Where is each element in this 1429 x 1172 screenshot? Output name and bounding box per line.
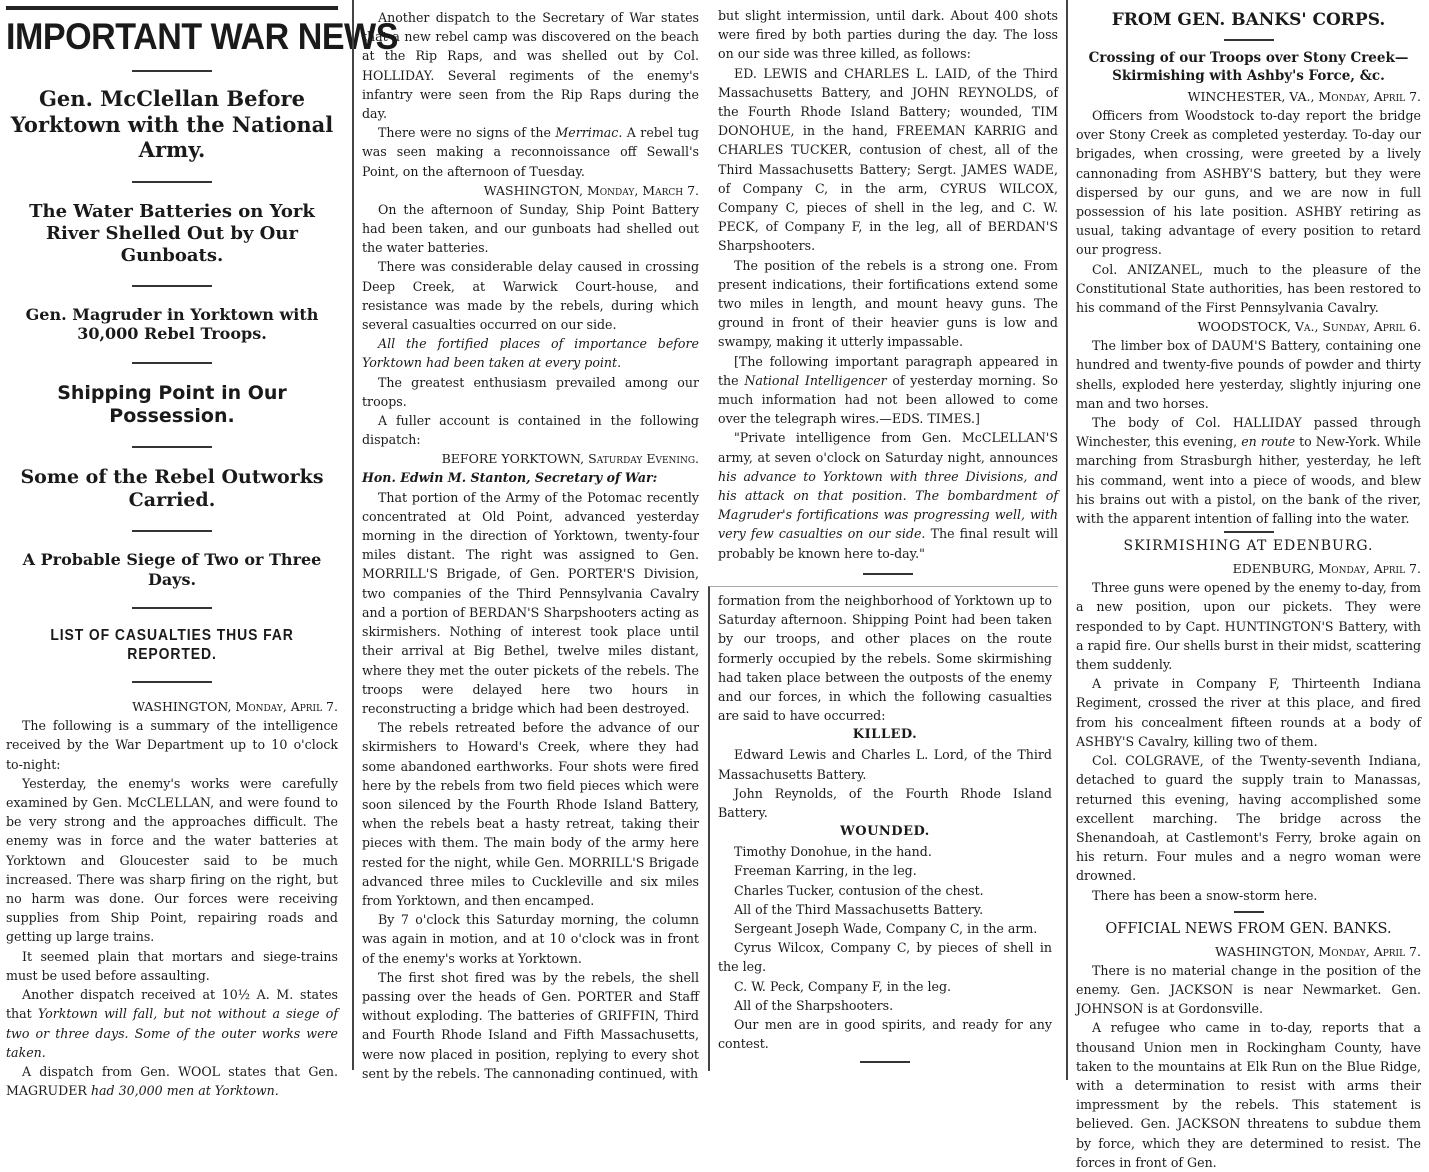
column-2 bbox=[352, 0, 707, 1081]
paragraph: By 7 o'clock this Saturday morning, the column was again in motion, and at 10 o'clock was in front of the enemy's works at Yorktown. bbox=[362, 912, 699, 966]
list-item: Charles Tucker, contusion of the chest. bbox=[734, 882, 984, 898]
paragraph: A refugee who came in to-day, reports that a thousand Union men in Rockingham County, have taken to the mountains at Elk Run on the Blue Ridge, with a determination to resist with arms their impressment by the rebels. This statement is believed. Gen. JACKSON threatens to subdue them by force, which they are determined to resist. The forces in front of Gen. bbox=[1076, 1020, 1421, 1170]
divider bbox=[863, 573, 913, 575]
wounded-heading: WOUNDED. bbox=[840, 824, 930, 840]
divider bbox=[132, 607, 212, 609]
banner-headline: IMPORTANT WAR NEWS bbox=[6, 16, 398, 57]
paragraph: ED. LEWIS and CHARLES L. LAID, of the Third Massachusetts Battery, and JOHN REYNOLDS, of the Fourth Rhode Island Battery; wounded, TIM DONOHUE, in the hand, FREEMAN KARRIG and CHARLES TUCKER, contusion of chest, all of the Third Massachusetts Battery; Sergt. JAMES WADE, of Company C, in the arm, CYRUS WILCOX, Company C, pieces of shell in the leg, and C. W. PECK, of Company F, in the leg, all of BERDAN'S Sharpshooters. bbox=[718, 65, 1058, 254]
paragraph: but slight intermission, until dark. About 400 shots were fired by both parties during the day. The loss on our side was three killed, as follows: bbox=[718, 8, 1058, 62]
subhead: Crossing of our Troops over Stony Creek—Skirmishing with Ashby's Force, &c. bbox=[1088, 50, 1409, 84]
italic-text: his advance to Yorktown with three Divisions, and his attack on that position. The bombardment of Magruder's fortifications was progressing well, with very few casualties on our side. bbox=[718, 468, 1058, 542]
headline-mcclellan: Gen. McClellan Before Yorktown with the National Army. bbox=[10, 86, 334, 163]
paragraph: Col. COLGRAVE, of the Twenty-seventh Indiana, detached to guard the supply train to Manassas, returned this evening, having accomplished some excellent marching. The bridge across the Shenandoah, at Castlemont's Ferry, broke again on his return. Four mules and a negro woman were drowned. bbox=[1076, 753, 1421, 884]
divider bbox=[132, 181, 212, 183]
list-item: Sergeant Joseph Wade, Company C, in the arm. bbox=[734, 921, 1038, 937]
list-item: All of the Sharpshooters. bbox=[734, 997, 894, 1013]
paragraph: It seemed plain that mortars and siege-trains must be used before assaulting. bbox=[6, 948, 338, 983]
paragraph bbox=[6, 985, 338, 1062]
top-rule bbox=[6, 6, 338, 10]
paragraph: Col. ANIZANEL, much to the pleasure of the Constitutional State authorities, has been restored to his command of the First Pennsylvania Cavalry. bbox=[1076, 261, 1421, 316]
text: A rebel tug was seen making a reconnoissance off Sewall's Point, on the afternoon of Tuesday. bbox=[362, 125, 699, 179]
list-item: C. W. Peck, Company F, in the leg. bbox=[734, 978, 952, 994]
column-3-lower bbox=[708, 586, 1058, 1071]
paragraph: formation from the neighborhood of Yorktown up to Saturday afternoon. Shipping Point had been taken by our troops, and other places on the route formerly occupied by the rebels. Some skirmishing had taken place between the outposts of the enemy and our forces, in which the following casualties are said to have occurred: bbox=[718, 593, 1052, 724]
paragraph: Another dispatch to the Secretary of War states that a new rebel camp was discovered on the beach at the Rip Raps, and was shelled out by Col. HOLLIDAY. Several regiments of the enemy's infantry were seen from the Rip Raps during the day. bbox=[362, 10, 699, 122]
list-item: Freeman Karring, in the leg. bbox=[734, 863, 917, 879]
dateline: WOODSTOCK, Va., Sunday, April 6. bbox=[1197, 319, 1421, 335]
wounded-list bbox=[718, 842, 1052, 1053]
list-item: Our men are in good spirits, and ready for any contest. bbox=[718, 1017, 1052, 1052]
divider bbox=[1224, 39, 1274, 41]
paragraph: The first shot fired was by the rebels, the shell passing over the heads of Gen. PORTER and Staff without exploding. The batteries of GRIFFIN, Third and Fourth Rhode Island and Fifth Massachusetts, were now placed in position, replying to every shot sent by the rebels. The cannonading continued, with bbox=[362, 969, 699, 1081]
paragraph bbox=[1076, 413, 1421, 528]
text: There were no signs of the bbox=[378, 125, 551, 141]
paragraph: A private in Company F, Thirteenth Indiana Regiment, crossed the river at this place, and fired from his concealment fifteen rounds at a body of ASHBY'S Cavalry, killing two of them. bbox=[1076, 676, 1421, 749]
paragraph: A fuller account is contained in the following dispatch: bbox=[362, 413, 699, 448]
italic-text: en route bbox=[1241, 434, 1296, 450]
divider bbox=[132, 70, 212, 72]
dateline: BEFORE YORKTOWN, Saturday Evening. bbox=[441, 451, 699, 467]
paragraph: There was considerable delay caused in crossing Deep Creek, at Warwick Court-house, and resistance was made by the rebels, during which several casualties occurred on our side. bbox=[362, 259, 699, 333]
dateline: WASHINGTON, Monday, April 7. bbox=[132, 699, 338, 715]
section-title-official: OFFICIAL NEWS FROM GEN. BANKS. bbox=[1105, 920, 1392, 937]
text: to New-York. While marching from Strasburgh hither, yesterday, he left his command, went into a piece of woods, and blew his brains out with a pistol, on the bank of the river, with the apparent intention of falling into the water. bbox=[1076, 434, 1421, 527]
dateline: WINCHESTER, VA., Monday, April 7. bbox=[1187, 89, 1421, 104]
paragraph: There has been a snow-storm here. bbox=[1092, 887, 1318, 903]
section-title-banks: FROM GEN. BANKS' CORPS. bbox=[1111, 10, 1386, 30]
divider bbox=[1234, 911, 1264, 913]
divider bbox=[132, 285, 212, 287]
column-1 bbox=[0, 0, 398, 1100]
paragraph: The greatest enthusiasm prevailed among our troops. bbox=[362, 374, 699, 409]
headline-water-batteries: The Water Batteries on York River Shelled Out by Our Gunboats. bbox=[29, 200, 315, 266]
killed-list bbox=[718, 745, 1052, 822]
text: Another dispatch received at 10½ A. M. states that bbox=[6, 987, 338, 1022]
text: "Private intelligence from Gen. McCLELLAN'S army, at seven o'clock on Saturday night, announces bbox=[718, 430, 1058, 465]
text: The final result will probably be known here to-day." bbox=[718, 526, 1058, 561]
paragraph: The position of the rebels is a strong one. From present indications, their fortifications extend some two miles in length, and mount heavy guns. The ground in front of their heavier guns is low and swampy, making it utterly impassable. bbox=[718, 257, 1058, 350]
section-title-edenburg: SKIRMISHING AT EDENBURG. bbox=[1123, 538, 1374, 555]
paragraph: Three guns were opened by the enemy to-day, from a new position, upon our pickets. They were responded to by Capt. HUNTINGTON'S Battery, with a rapid fire. Our shells burst in their midst, scattering them suddenly. bbox=[1076, 580, 1421, 673]
italic-text: Yorktown will fall, but not without a siege of two or three days. Some of the outer works were taken. bbox=[6, 1006, 338, 1060]
divider bbox=[1224, 531, 1274, 533]
list-item: All of the Third Massachusetts Battery. bbox=[734, 901, 984, 917]
headline-outworks: Some of the Rebel Outworks Carried. bbox=[20, 466, 324, 512]
paragraph: There is no material change in the position of the enemy. Gen. JACKSON is near Newmarket. Gen. JOHNSON is at Gordonsville. bbox=[1076, 962, 1421, 1017]
paragraph: The limber box of DAUM'S Battery, containing one hundred and twenty-five pounds of powder and thirty shells, exploded here yesterday, slightly injuring one man and two horses. bbox=[1076, 338, 1421, 411]
divider bbox=[132, 362, 212, 364]
list-item: Timothy Donohue, in the hand. bbox=[734, 844, 932, 860]
divider bbox=[132, 446, 212, 448]
paragraph-italic: All the fortified places of importance before Yorktown had been taken at every point. bbox=[362, 336, 699, 371]
text: A dispatch from Gen. WOOL states that Gen. MAGRUDER bbox=[6, 1063, 338, 1099]
list-item: Edward Lewis and Charles L. Lord, of the Third Massachusetts Battery. bbox=[718, 747, 1052, 782]
salutation: Hon. Edwin M. Stanton, Secretary of War: bbox=[362, 470, 658, 486]
paragraph: The following is a summary of the intelligence received by the War Department up to 10 o'clock to-night: bbox=[6, 718, 338, 772]
paragraph: Yesterday, the enemy's works were carefully examined by Gen. McCLELLAN, and were found to be very strong and the approaches difficult. The enemy was in force and the water batteries at Yorktown and Gloucester said to be much increased. There was sharp firing on the right, but no harm was done. Our forces were receiving supplies from Ship Point, repairing roads and getting up large trains. bbox=[6, 775, 338, 945]
headline-magruder: Gen. Magruder in Yorktown with 30,000 Rebel Troops. bbox=[25, 304, 319, 344]
divider bbox=[132, 681, 212, 683]
italic-text: had 30,000 men at Yorktown. bbox=[90, 1083, 279, 1099]
italic-text: Merrimac. bbox=[555, 125, 623, 141]
paragraph: That portion of the Army of the Potomac recently concentrated at Old Point, advanced yesterday morning in the direction of Yorktown, twenty-four miles distant. The right was assigned to Gen. MORRILL'S Brigade, of Gen. PORTER'S Division, two companies of the Third Pennsylvania Cavalry and a portion of BERDAN'S Sharpshooters acting as skirmishers. Nothing of interest took place until their arrival at Big Bethel, twelve miles distant, where they met the outer pickets of the rebels. The troops were delayed here two hours in reconstructing a bridge which had been destroyed. bbox=[362, 489, 699, 716]
dateline: EDENBURG, Monday, April 7. bbox=[1232, 561, 1421, 577]
paragraph bbox=[718, 428, 1058, 562]
paragraph: Officers from Woodstock to-day report the bridge over Stony Creek as completed yesterday. To-day our brigades, when crossing, were greeted by a lively cannonading from ASHBY'S battery, but they were dispersed by our guns, and we are now in full possession of his late position. ASHBY retiring as usual, taking advantage of every position to retard our progress. bbox=[1076, 108, 1421, 258]
killed-heading: KILLED. bbox=[852, 727, 918, 743]
dateline: WASHINGTON, Monday, April 7. bbox=[1215, 943, 1421, 959]
headline-siege: A Probable Siege of Two or Three Days. bbox=[22, 550, 322, 589]
list-item: John Reynolds, of the Fourth Rhode Island Battery. bbox=[718, 785, 1052, 821]
dateline: WASHINGTON, Monday, March 7. bbox=[483, 182, 699, 198]
headline-casualties: LIST OF CASUALTIES THUS FAR REPORTED. bbox=[50, 627, 294, 664]
text: [The following important paragraph appeared in the bbox=[718, 353, 1058, 388]
headline-shipping-point: Shipping Point in Our Possession. bbox=[57, 381, 287, 427]
paragraph: The rebels retreated before the advance of our skirmishers to Howard's Creek, where they had some abandoned earthworks. Four shots were fired here by the rebels from two field pieces which were soon silenced by the Fourth Rhode Island Battery, when the rebels beat a hasty retreat, taking their pieces with them. The main body of the army here rested for the night, while Gen. MORRILL'S Brigade advanced three miles to Cuckleville and six miles from Yorktown, and then encamped. bbox=[362, 720, 699, 908]
column-3-upper bbox=[712, 0, 1064, 578]
text: of yesterday morning. So much information had not been allowed to come over the telegraph wires.—EDS. TIMES.] bbox=[718, 372, 1058, 427]
text: The body of Col. HALLIDAY passed through Winchester, this evening, bbox=[1076, 415, 1421, 450]
divider bbox=[860, 1061, 910, 1063]
italic-text: National Intelligencer bbox=[744, 372, 887, 388]
list-item: Cyrus Wilcox, Company C, by pieces of shell in the leg. bbox=[718, 940, 1052, 975]
column-4 bbox=[1066, 0, 1429, 1170]
paragraph bbox=[362, 123, 699, 181]
paragraph: On the afternoon of Sunday, Ship Point Battery had been taken, and our gunboats had shelled out the water batteries. bbox=[362, 201, 699, 256]
paragraph bbox=[718, 352, 1058, 429]
paragraph bbox=[6, 1062, 338, 1100]
divider bbox=[132, 530, 212, 532]
